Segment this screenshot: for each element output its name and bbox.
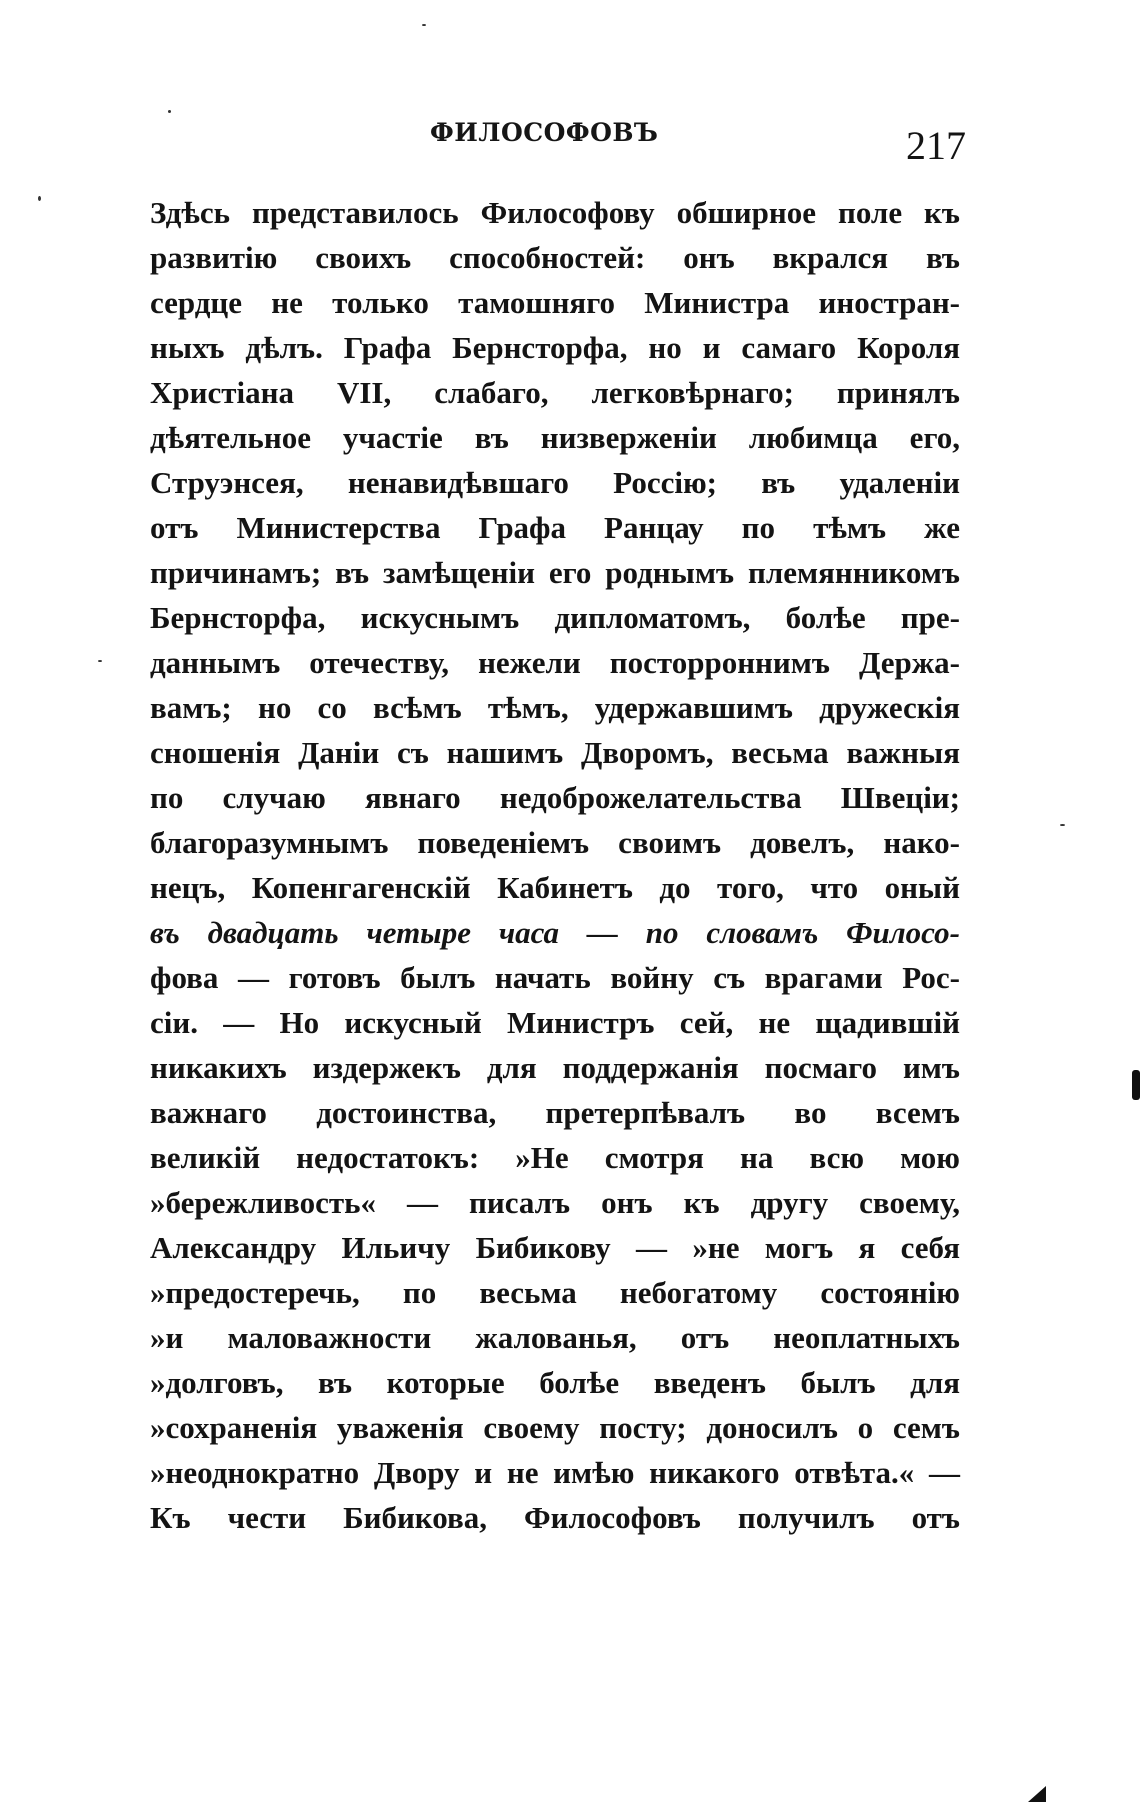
text-line: Бернсторфа, искуснымъ дипломатомъ, болѣе пре- [150,600,960,635]
scan-corner-mark [1028,1786,1046,1802]
scan-speck [38,196,41,201]
text-line: »долговъ, въ которые болѣе введенъ былъ для [150,1365,960,1400]
text-line: Христіана VII, слабаго, легковѣрнаго; принялъ [150,375,960,410]
text-line: »предостеречь, по весьма небогатому состоянію [150,1275,960,1310]
text-line: ныхъ дѣлъ. Графа Бернсторфа, но и самаго Короля [150,330,960,365]
text-line: важнаго достоинства, претерпѣвалъ во всемъ [150,1095,960,1130]
text-line: фова — готовъ былъ начать войну съ врагами Рос- [150,960,960,995]
text-line: »неоднократно Двору и не имѣю никакого отвѣта.« — [150,1455,960,1490]
page-number: 217 [906,123,966,168]
text-line: Александру Ильичу Бибикову — »не могъ я себя [150,1230,960,1265]
scan-speck [422,24,426,26]
text-line: Струэнсея, ненавидѣвшаго Россію; въ удаленіи [150,465,960,500]
scan-speck [98,660,102,662]
text-line: Здѣсь представилось Философову обширное поле къ [150,195,960,230]
text-line: благоразумнымъ поведеніемъ своимъ довелъ, нако- [150,825,960,860]
scan-speck [1060,824,1065,826]
text-line: сношенія Даніи съ нашимъ Дворомъ, весьма важныя [150,735,960,770]
text-line: развитію своихъ способностей: онъ вкрался въ [150,240,960,275]
text-line: »и маловажности жалованья, отъ неоплатныхъ [150,1320,960,1355]
body-text [150,190,960,1540]
text-line: никакихъ издержекъ для поддержанія посмаго имъ [150,1050,960,1085]
text-line: причинамъ; въ замѣщеніи его роднымъ племянникомъ [150,555,960,590]
scan-speck [168,110,171,113]
running-title: ФИЛОСОФОВЪ [430,118,659,147]
text-line: сіи. — Но искусный Министръ сей, не щадившій [150,1005,960,1040]
text-line: вамъ; но со всѣмъ тѣмъ, удержавшимъ дружескія [150,690,960,725]
text-line: въ двадцать четыре часа — по словамъ Филосо- [150,915,960,950]
text-line: даннымъ отечеству, нежели посторроннимъ Держа- [150,645,960,680]
text-line: сердце не только тамошняго Министра иностран- [150,285,960,320]
text-line: Къ чести Бибикова, Философовъ получилъ отъ [150,1500,960,1535]
text-line: нецъ, Копенгагенскій Кабинетъ до того, что оный [150,870,960,905]
text-line: великій недостатокъ: »Не смотря на всю мою [150,1140,960,1175]
scan-edge-mark [1132,1070,1140,1100]
text-line: »сохраненія уваженія своему посту; доносилъ о семъ [150,1410,960,1445]
text-line: дѣятельное участіе въ низверженіи любимца его, [150,420,960,455]
text-line: »бережливость« — писалъ онъ къ другу своему, [150,1185,960,1220]
text-line: по случаю явнаго недоброжелательства Швеціи; [150,780,960,815]
text-line: отъ Министерства Графа Ранцау по тѣмъ же [150,510,960,545]
